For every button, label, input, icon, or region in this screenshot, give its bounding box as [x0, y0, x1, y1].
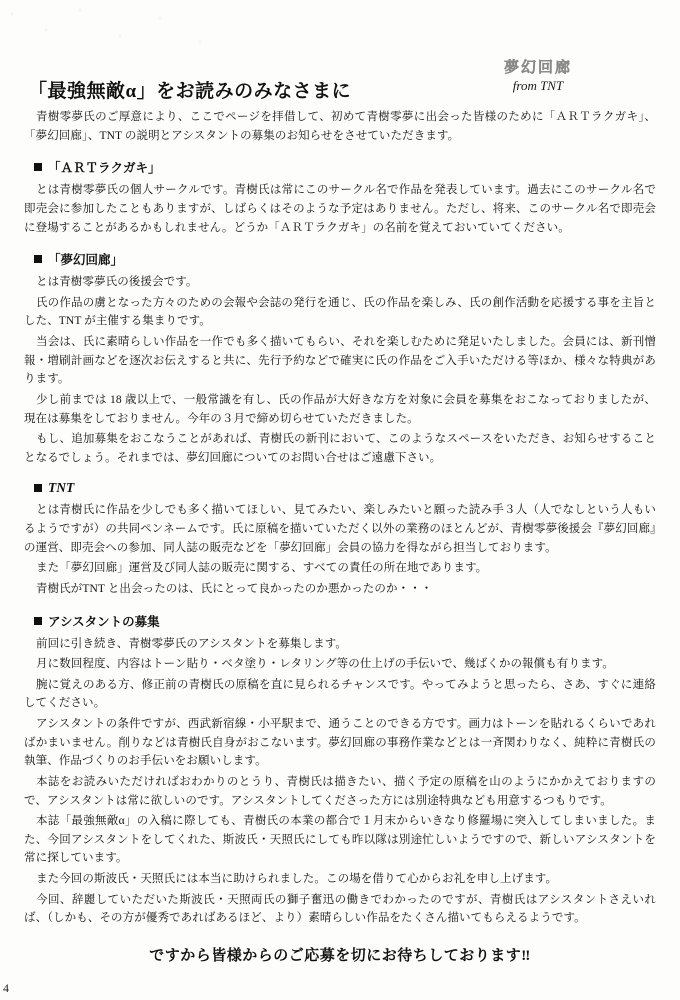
paragraph: 当会は、氏に素晴らしい作品を一作でも多く描いてもらい、それを楽しむために発足いたしました。会員には、新刊憎報・増刷計画などを逐次お伝えすると共に、先行予約などで確実に氏の作品をご入手いただける等ほか、様々な特典があります。: [24, 336, 656, 386]
square-bullet-icon: [34, 163, 42, 171]
square-bullet-icon: [34, 484, 42, 492]
paragraph: とは青樹零夢氏の後援会です。: [36, 276, 198, 289]
intro-paragraph: 青樹零夢氏のご厚意により、ここでページを拝借して、初めて青樹零夢に出会った皆様のために「ＡＲＴラクガキ」、「夢幻回廊」、TNT の説明とアシスタントの募集のお知らせをさせていただきます。: [24, 111, 656, 142]
paragraph: 本誌をお読みいただければおわかりのとうり、青樹氏は描きたい、描く予定の原稿を山のようにかかえておりますので、アシスタントは常に欲しいのです。アシスタントしてくださった方には別途特典なども用意するつもりです。: [24, 775, 656, 807]
square-bullet-icon: [34, 255, 42, 263]
section-heading-assistant-recruit: [34, 612, 656, 630]
scan-noise-texture: [0, 0, 240, 60]
paragraph: 今回、辞麗していただいた斯波氏・天照両氏の獅子奮迅の働きでわかったのですが、青樹氏はアシスタントさえいれば、（しかも、その方が優秀であればあるほど、より）素晴らしい作品をたくさん描いてもらえるようです。: [24, 893, 656, 925]
paragraph: 少し前までは 18 歳以上で、一般常識を有し、氏の作品が大好きな方を対象に会員を募集をおこなっておりましたが、現在は募集をしておりません。今年の３月で締め切らせていただきました。: [24, 393, 656, 425]
paragraph: また「夢幻回廊」運営及び同人誌の販売に関する、すべての責任の所在地であります。: [36, 562, 488, 575]
paragraph: 腕に覚えのある方、修正前の青樹氏の原稿を直に見られるチャンスです。やってみようと思ったら、さあ、すぐに連絡してください。: [24, 678, 656, 710]
paragraph: 月に数回程度、内容はトーン貼り・ベタ塗り・レタリング等の仕上げの手伝いで、幾ばくかの報償も有ります。: [36, 658, 614, 671]
circle-logo: [504, 60, 572, 94]
paragraph: 氏の作品の虜となった方々のための会報や会誌の発行を通じ、氏の作品を楽しみ、氏の創作活動を応援する事を主旨とした、TNT が主催する集まりです。: [24, 296, 656, 328]
paragraph: とは青樹零夢氏の個人サークルです。青樹氏は常にこのサークル名で作品を発表しています。過去にこのサークル名で即売会に参加したこともありますが、しばらくはそのような予定はありません。ただし、将来、このサークル名で即売会に登場することがあるかもしれません。どうか「ＡＲＴラクガキ」の名前を覚えておいていてください。: [24, 184, 656, 234]
closing-statement: ですから皆様からのご応募を切にお待ちしております‼: [149, 947, 531, 964]
section-heading-label: TNT: [48, 480, 75, 496]
paragraph: 本誌「最強無敵α」の入稿に際しても、青樹氏の本業の都合で１月末からいきなり修羅場に突入してしまいました。また、今回アシスタントをしてくれた、斯波氏・天照氏にしても昨以隊は別途忙しいようですので、新しいアシスタントを常に探しています。: [24, 815, 656, 865]
circle-logo-sub: from TNT: [512, 78, 564, 94]
section-heading-art-rakugaki: [34, 158, 656, 176]
paragraph: 前回に引き続き、青樹零夢氏のアシスタントを募集します。: [36, 637, 348, 650]
document-content: [24, 60, 656, 965]
paragraph: また今回の斯波氏・天照氏には本当に助けられました。この場を借りて心からお礼を申し上げます。: [36, 873, 558, 885]
paragraph: 青樹氏がTNT と出会ったのは、氏にとって良かったのか悪かったのか・・・: [36, 582, 433, 595]
section-heading-mugen-kairou: [34, 250, 656, 268]
page-title: 「最強無敵α」をお読みのみなさまに: [28, 81, 352, 102]
section-heading-label: アシスタントの募集: [48, 614, 160, 629]
page-number: 4: [3, 981, 9, 995]
paragraph: とは青樹氏に作品を少しでも多く描いてほしい、見てみたい、楽しみたいと願った読み手３人（人でなしという人もいるようですが）の共同ペンネームです。氏に原稿を描いていただく以外の業務のほとんどが、青樹零夢後援会『夢幻回廊』の運営、即売会への参加、同人誌の販売などを「夢幻回廊」会員の協力を得ながら担当しております。: [24, 504, 656, 554]
section-heading-label: 「夢幻回廊」: [48, 253, 124, 268]
section-heading-tnt: [34, 480, 656, 496]
title-row: [24, 60, 656, 108]
section-heading-label: 「ＡＲＴラクガキ」: [48, 161, 161, 176]
paragraph: アシスタントの条件ですが、西武新宿線・小平駅まで、通うことのできる方です。画力はトーンを貼れるくらいであればかまいません。削りなどは青樹氏自身がおこないます。夢幻回廊の事務作業などとは一斉関わりなく、純粋に青樹氏の執筆、作品づくりのお手伝いをお願いします。: [24, 718, 656, 768]
paragraph: もし、追加募集をおこなうことがあれば、青樹氏の新刊において、このようなスペースをいただき、お知らせすることとなるでしょう。それまでは、夢幻回廊についてのお問い合せはご遠慮下さい。: [24, 433, 656, 464]
circle-logo-main: 夢幻回廊: [503, 60, 572, 76]
square-bullet-icon: [34, 617, 42, 625]
